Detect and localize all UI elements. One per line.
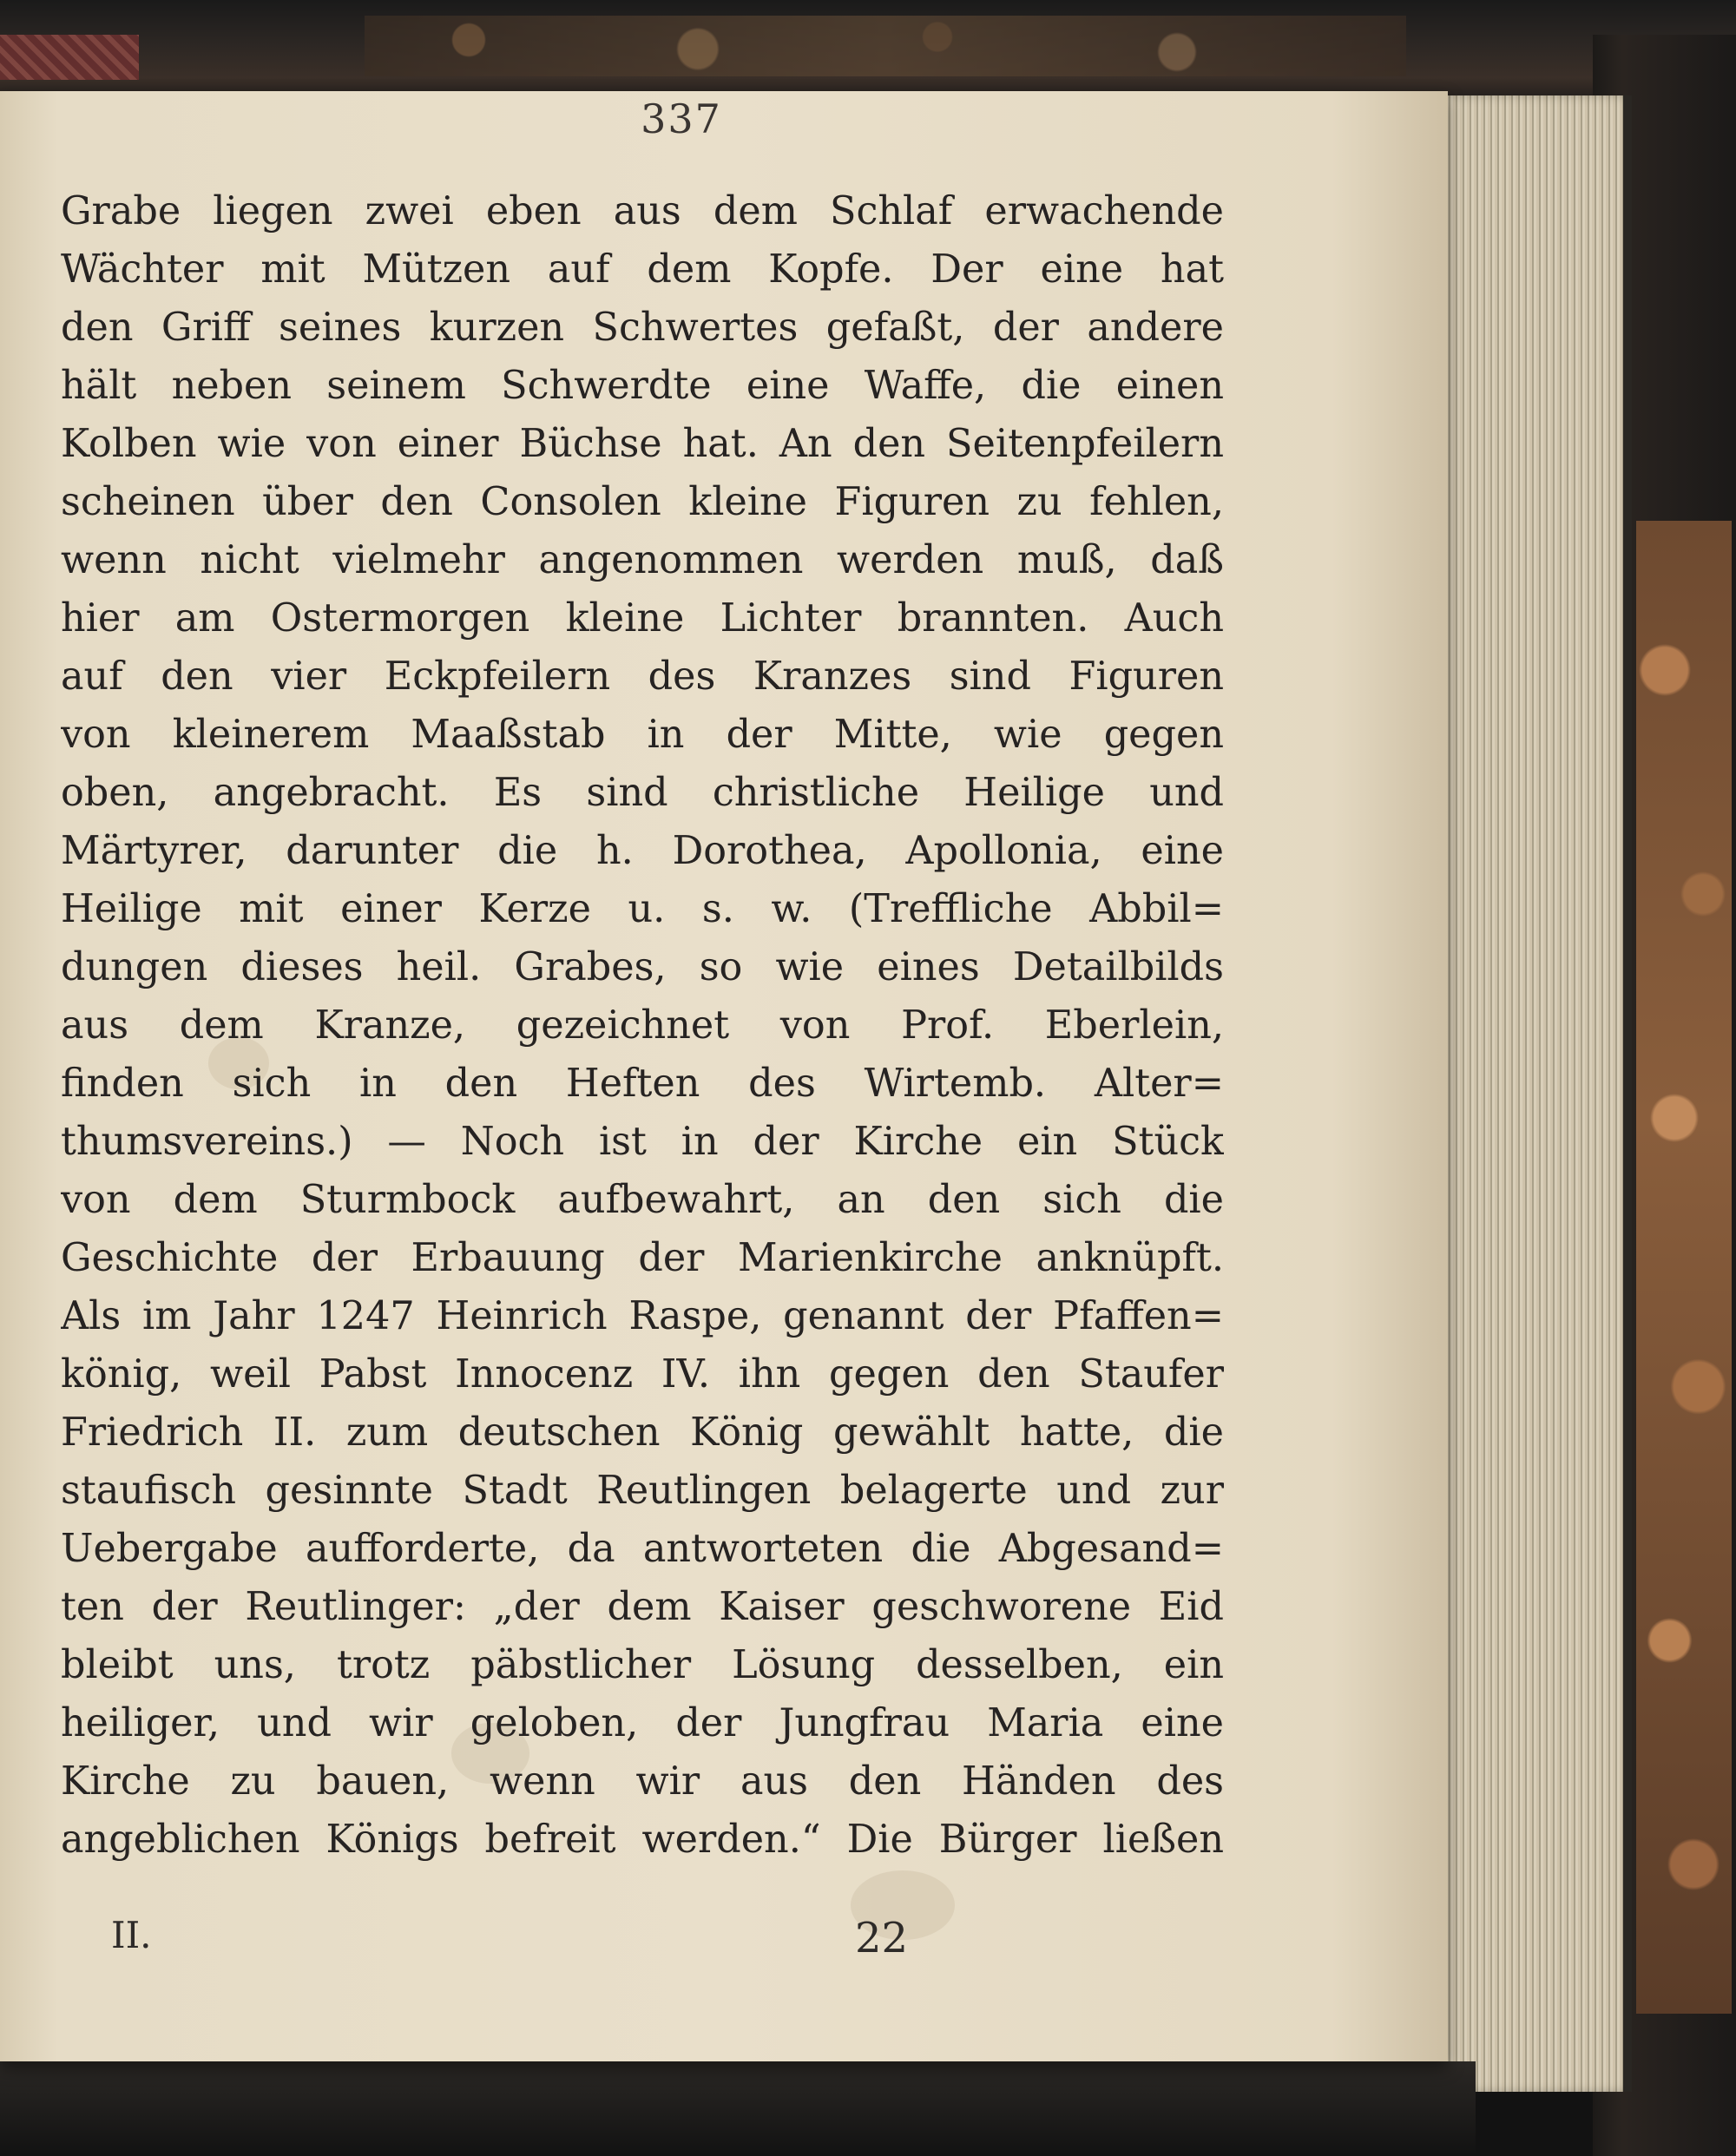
sheet-number: 22 (855, 1914, 909, 1962)
text-line: Kirche zu bauen, wenn wir aus den Händen des (61, 1759, 1224, 1804)
text-line: angeblichen Königs befreit werden.“ Die Bürger ließen (61, 1817, 1224, 1862)
text-line: Heilige mit einer Kerze u. s. w. (Treffliche Abbil= (61, 887, 1224, 931)
marbled-cover-edge (1636, 521, 1732, 2014)
body-text (61, 182, 1224, 1869)
text-line: den Griff seines kurzen Schwertes gefaßt, der andere (61, 306, 1224, 350)
text-line: Kolben wie von einer Büchse hat. An den Seitenpfeilern (61, 422, 1224, 466)
text-line: ten der Reutlinger: „der dem Kaiser geschworene Eid (61, 1585, 1224, 1629)
text-line: scheinen über den Consolen kleine Figuren zu fehlen, (61, 480, 1224, 524)
text-line: heiliger, und wir geloben, der Jungfrau Maria eine (61, 1701, 1224, 1745)
text-line: aus dem Kranze, gezeichnet von Prof. Eberlein, (61, 1003, 1224, 1048)
headband (0, 35, 139, 80)
text-line: bleibt uns, trotz päbstlicher Lösung desselben, ein (61, 1643, 1224, 1687)
book-cover-top (0, 0, 1736, 104)
marbled-board (365, 16, 1406, 76)
page-number: 337 (641, 95, 722, 142)
text-line: Friedrich II. zum deutschen König gewählt hatte, die (61, 1410, 1224, 1455)
text-line: hält neben seinem Schwerdte eine Waffe, die einen (61, 364, 1224, 408)
text-line: Wächter mit Mützen auf dem Kopfe. Der eine hat (61, 247, 1224, 292)
text-line: von dem Sturmbock aufbewahrt, an den sich die (61, 1178, 1224, 1222)
text-line: Märtyrer, darunter die h. Dorothea, Apollonia, eine (61, 829, 1224, 873)
text-line: thumsvereins.) — Noch ist in der Kirche ein Stück (61, 1120, 1224, 1164)
text-line: dungen dieses heil. Grabes, so wie eines Detailbilds (61, 945, 1224, 989)
text-line: oben, angebracht. Es sind christliche Heilige und (61, 771, 1224, 815)
text-line: auf den vier Eckpfeilern des Kranzes sind Figuren (61, 654, 1224, 699)
text-line: staufisch gesinnte Stadt Reutlingen belagerte und zur (61, 1469, 1224, 1513)
text-line: hier am Ostermorgen kleine Lichter brannten. Auch (61, 596, 1224, 641)
text-line: Geschichte der Erbauung der Marienkirche anknüpft. (61, 1236, 1224, 1280)
page-bottom-shadow (0, 2061, 1476, 2156)
page-block-edges (1432, 95, 1632, 2092)
text-line: finden sich in den Heften des Wirtemb. Alter= (61, 1062, 1224, 1106)
text-line: könig, weil Pabst Innocenz IV. ihn gegen den Staufer (61, 1352, 1224, 1397)
text-line: von kleinerem Maaßstab in der Mitte, wie gegen (61, 713, 1224, 757)
text-line: wenn nicht vielmehr angenommen werden muß, daß (61, 538, 1224, 582)
sheet-signature: II. (111, 1914, 152, 1956)
text-line: Uebergabe aufforderte, da antworteten die Abgesand= (61, 1527, 1224, 1571)
text-line: Als im Jahr 1247 Heinrich Raspe, genannt der Pfaffen= (61, 1294, 1224, 1338)
text-line: Grabe liegen zwei eben aus dem Schlaf erwachende (61, 189, 1224, 233)
